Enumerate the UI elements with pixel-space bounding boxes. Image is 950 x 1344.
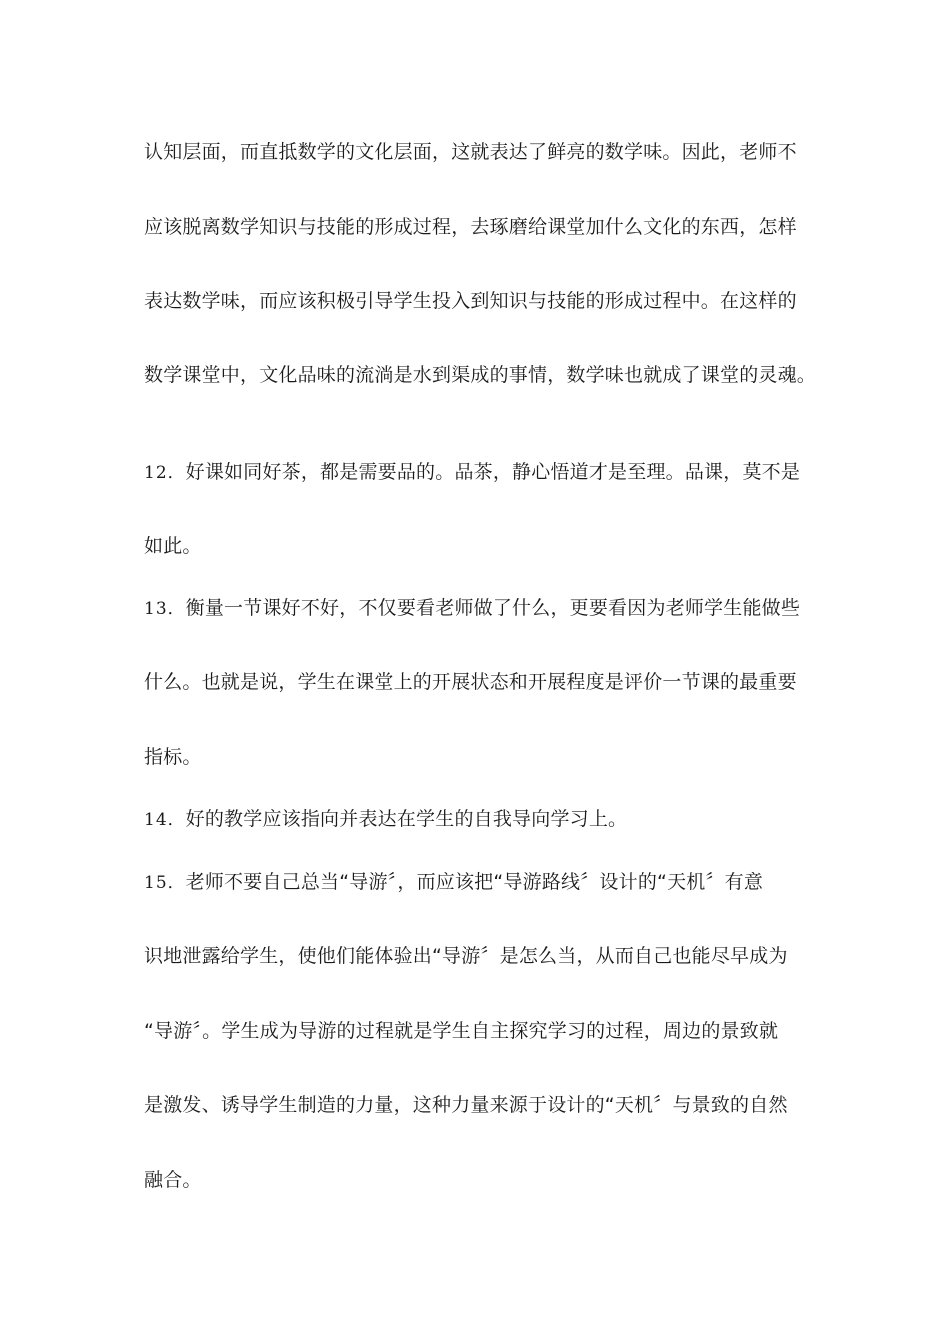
item-15-number: 15． (144, 873, 186, 893)
item-15-line-2: 识地泄露给学生，使他们能体验出“导游〞是怎么当，从而自己也能尽早成为 (144, 945, 788, 967)
item-15-line-4: 是激发、诱导学生制造的力量，这种力量来源于设计的“天机〞与景致的自然 (144, 1094, 788, 1116)
paragraph-1-line-3: 表达数学味，而应该积极引导学生投入到知识与技能的形成过程中。在这样的 (144, 290, 797, 312)
item-13-line-2: 什么。也就是说，学生在课堂上的开展状态和开展程度是评价一节课的最重要 (144, 671, 797, 693)
item-14-line-1 (144, 803, 824, 835)
item-14-number: 14． (144, 810, 186, 830)
paragraph-1-line-2: 应该脱离数学知识与技能的形成过程，去琢磨给课堂加什么文化的东西，怎样 (144, 216, 797, 238)
item-15-line-1 (144, 866, 824, 898)
item-13-line-1 (144, 592, 824, 624)
item-14-text-1: 好的教学应该指向并表达在学生的自我导向学习上。 (185, 808, 628, 830)
item-12-line-1 (144, 456, 824, 488)
item-12-text-1: 好课如同好茶，都是需要品的。品茶，静心悟道才是至理。品课，莫不是 (185, 461, 801, 483)
item-13-text-1: 衡量一节课好不好，不仅要看老师做了什么，更要看因为老师学生能做些 (185, 597, 801, 619)
paragraph-1-line-1: 认知层面，而直抵数学的文化层面，这就表达了鲜亮的数学味。因此，老师不 (144, 141, 797, 163)
item-15-line-5: 融合。 (144, 1169, 202, 1191)
item-15-line-3: “导游〞。学生成为导游的过程就是学生自主探究学习的过程，周边的景致就 (144, 1020, 779, 1042)
item-12-line-2: 如此。 (144, 535, 202, 557)
item-12-number: 12． (144, 463, 186, 483)
item-15-text-1: 老师不要自己总当“导游〞，而应该把“导游路线〞设计的“天机〞有意 (185, 871, 764, 893)
item-13-number: 13． (144, 599, 186, 619)
paragraph-1-line-4: 数学课堂中，文化品味的流淌是水到渠成的事情，数学味也就成了课堂的灵魂。 (144, 364, 817, 386)
item-13-line-3: 指标。 (144, 746, 202, 768)
